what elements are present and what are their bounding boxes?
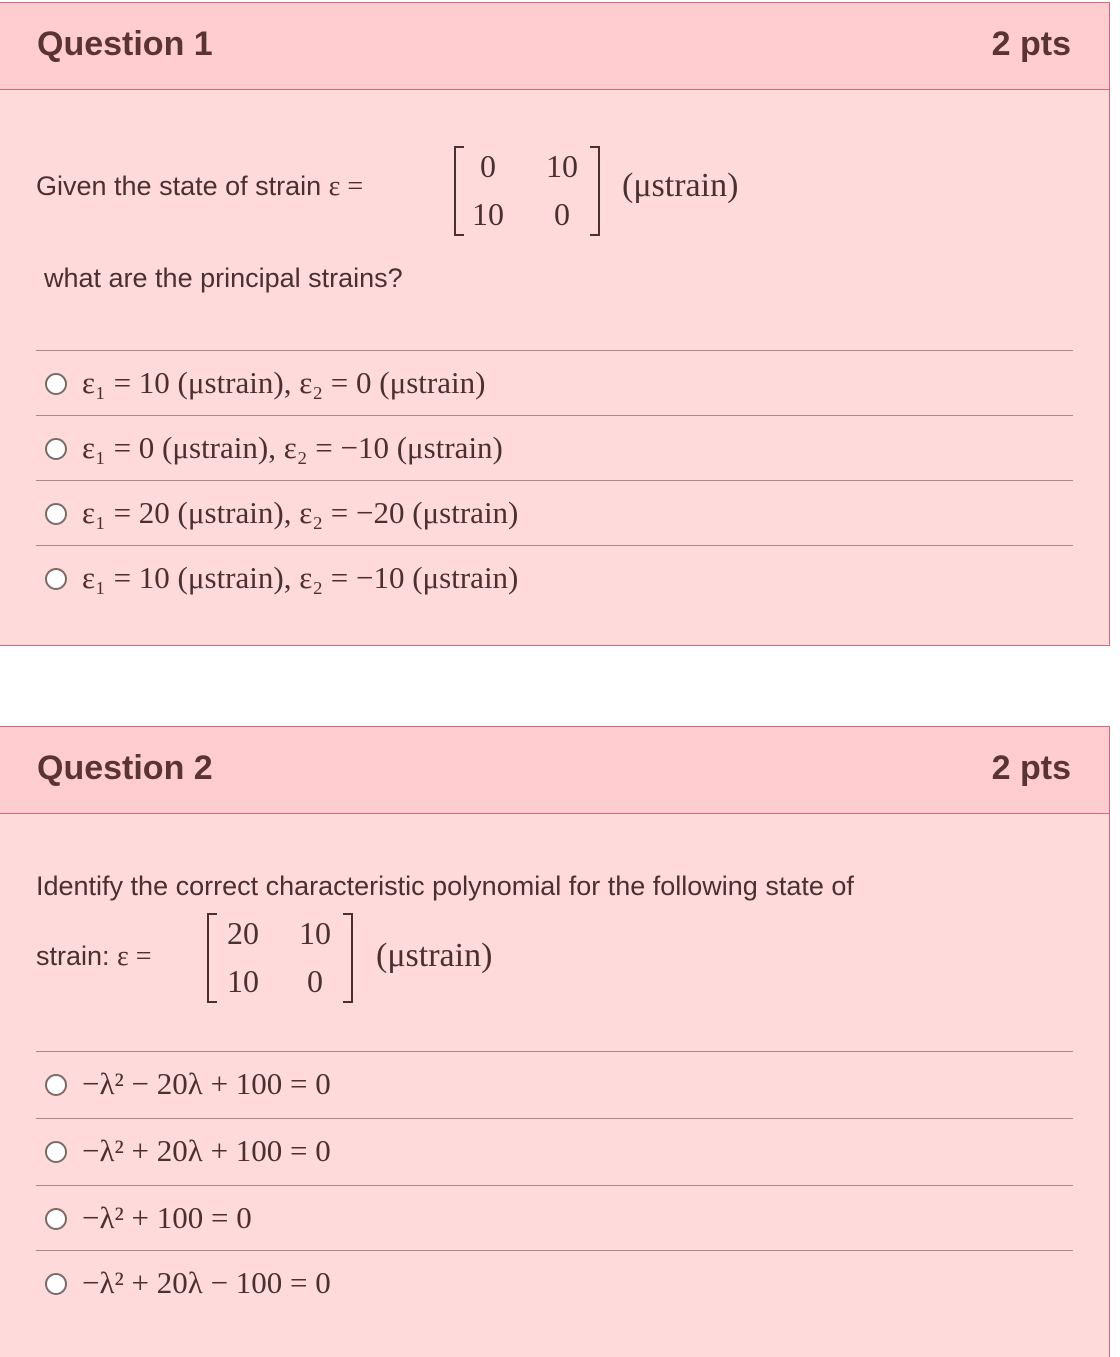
- question-points: 2 pts: [991, 749, 1071, 787]
- answer-label: −λ² − 20λ + 100 = 0: [82, 1066, 331, 1101]
- answer-label: ε₁ = 0 (μstrain), ε₂ = −10 (μstrain): [82, 430, 503, 465]
- answer-option[interactable]: [36, 545, 1073, 610]
- answer-list: [36, 1051, 1073, 1317]
- question-subprompt: what are the principal strains?: [44, 263, 403, 293]
- answer-label: −λ² + 100 = 0: [82, 1200, 252, 1235]
- answer-label: ε₁ = 10 (μstrain), ε₂ = 0 (μstrain): [82, 365, 486, 400]
- radio-button[interactable]: [45, 1273, 67, 1295]
- answer-option[interactable]: [36, 415, 1073, 480]
- question-2-header: [0, 727, 1109, 814]
- question-title: Question 1: [37, 25, 213, 63]
- strain-unit: (μstrain): [376, 937, 493, 974]
- prompt-text: Given the state of strain: [36, 171, 322, 201]
- radio-button[interactable]: [45, 438, 67, 460]
- answer-label: ε₁ = 20 (μstrain), ε₂ = −20 (μstrain): [82, 495, 519, 530]
- answer-option[interactable]: [36, 1250, 1073, 1317]
- matrix-cell: 0: [307, 963, 323, 999]
- matrix-cell: 10: [299, 915, 331, 951]
- question-title: Question 2: [37, 749, 213, 787]
- matrix-cell: 10: [546, 148, 578, 184]
- answer-option[interactable]: [36, 1185, 1073, 1250]
- radio-button[interactable]: [45, 373, 67, 395]
- question-points: 2 pts: [991, 25, 1071, 63]
- answer-option[interactable]: [36, 1051, 1073, 1118]
- prompt-text: strain:: [36, 941, 110, 971]
- right-bracket: [343, 913, 353, 1003]
- epsilon-equals: ε =: [328, 171, 364, 202]
- question-prompt: Identify the correct characteristic polynomial for the following state of: [36, 871, 854, 901]
- matrix-cell: 10: [472, 196, 504, 232]
- matrix-cell: 20: [227, 915, 259, 951]
- strain-unit: (μstrain): [622, 167, 739, 204]
- answer-label: −λ² + 20λ + 100 = 0: [82, 1133, 331, 1168]
- question-prompt: [36, 171, 363, 203]
- question-1-card: [0, 2, 1110, 646]
- answer-option[interactable]: [36, 480, 1073, 545]
- radio-button[interactable]: [45, 1074, 67, 1096]
- matrix-cell: 10: [227, 963, 259, 999]
- radio-button[interactable]: [45, 568, 67, 590]
- strain-matrix: [207, 913, 353, 1003]
- epsilon-equals: ε =: [117, 941, 152, 972]
- question-2-card: [0, 726, 1110, 1357]
- answer-option[interactable]: [36, 350, 1073, 415]
- left-bracket: [454, 146, 464, 236]
- question-prompt-strain: [36, 941, 152, 973]
- question-1-header: [0, 3, 1109, 90]
- left-bracket: [207, 913, 217, 1003]
- radio-button[interactable]: [45, 1141, 67, 1163]
- answer-label: ε₁ = 10 (μstrain), ε₂ = −10 (μstrain): [82, 560, 519, 595]
- answer-option[interactable]: [36, 1118, 1073, 1185]
- answer-list: [36, 350, 1073, 610]
- right-bracket: [590, 146, 600, 236]
- radio-button[interactable]: [45, 503, 67, 525]
- answer-label: −λ² + 20λ − 100 = 0: [82, 1265, 331, 1300]
- matrix-cell: 0: [480, 148, 496, 184]
- matrix-cell: 0: [554, 196, 570, 232]
- strain-matrix: [454, 146, 600, 236]
- radio-button[interactable]: [45, 1208, 67, 1230]
